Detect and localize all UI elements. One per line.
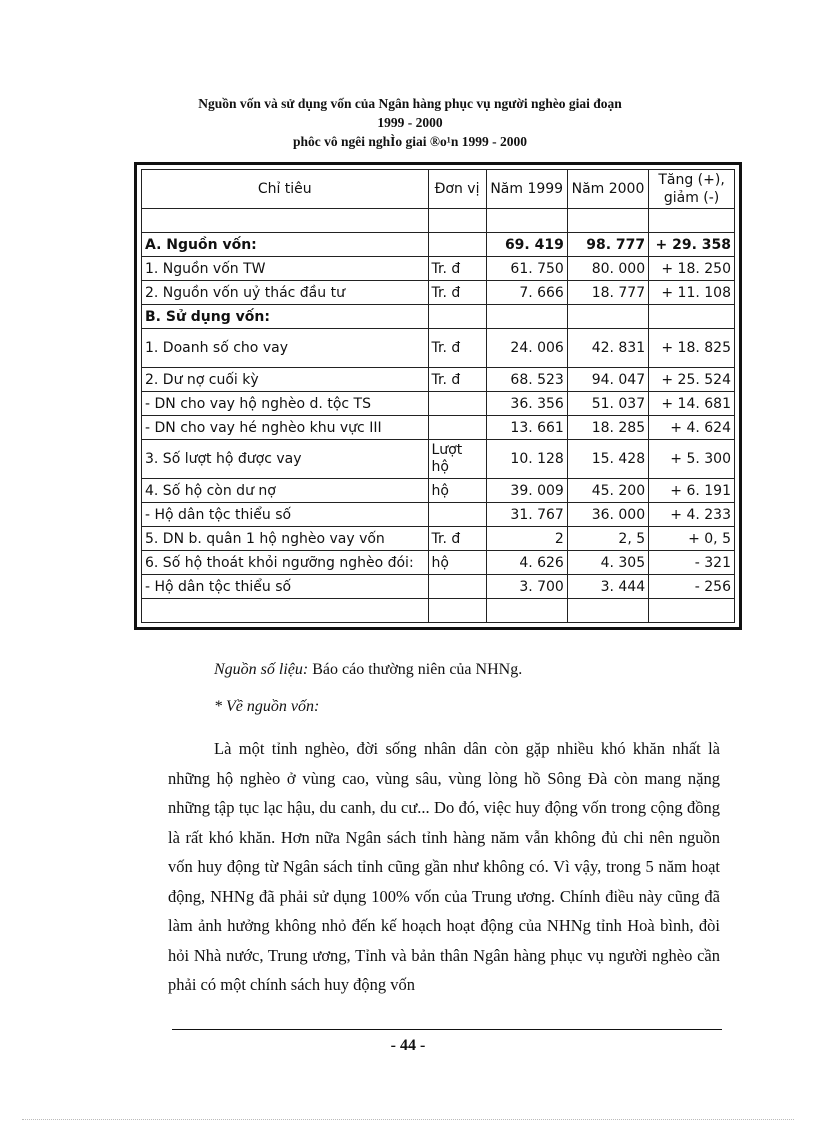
header-cell: Tăng (+), giảm (-) (649, 170, 735, 209)
table-cell: + 6. 191 (649, 479, 735, 503)
table-row (142, 551, 735, 575)
table-cell: + 4. 233 (649, 503, 735, 527)
header-cell: Đơn vị (428, 170, 486, 209)
table-cell: 39. 009 (486, 479, 567, 503)
table-cell: - DN cho vay hé nghèo khu vực III (142, 416, 429, 440)
table-cell: Tr. đ (428, 329, 486, 368)
table-row (142, 392, 735, 416)
table-row (142, 416, 735, 440)
table-row (142, 233, 735, 257)
table-row (142, 281, 735, 305)
table-cell (649, 599, 735, 623)
table-cell: 31. 767 (486, 503, 567, 527)
table-cell (428, 599, 486, 623)
table-cell: + 14. 681 (649, 392, 735, 416)
table-row (142, 575, 735, 599)
table-row (142, 479, 735, 503)
table-cell: 7. 666 (486, 281, 567, 305)
table-cell: 5. DN b. quân 1 hộ nghèo vay vốn (142, 527, 429, 551)
table-cell: 61. 750 (486, 257, 567, 281)
table-cell: 3. 444 (567, 575, 648, 599)
source-text: Báo cáo thường niên của NHNg. (308, 661, 523, 678)
table-cell (567, 305, 648, 329)
table-cell (428, 209, 486, 233)
capital-table (141, 169, 735, 623)
table-cell: 4. 305 (567, 551, 648, 575)
header-row (142, 170, 735, 209)
table-cell: A. Nguồn vốn: (142, 233, 429, 257)
table-cell: + 18. 250 (649, 257, 735, 281)
table-cell (428, 503, 486, 527)
table-cell: - 256 (649, 575, 735, 599)
table-row (142, 599, 735, 623)
table-cell (428, 575, 486, 599)
source-label: Nguồn số liệu: (214, 661, 309, 678)
body-paragraph: Là một tỉnh nghèo, đời sống nhân dân còn gặp nhiều khó khăn nhất là những hộ nghèo ở vùng cao, vùng sâu, vùng lòng hồ Sông Đà còn mang nặng những tập tục lạc hậu, du canh, du cư... Do đó, việc huy động vốn trong cộng đồng là rất khó khăn. Hơn nữa Ngân sách tỉnh hàng năm vẫn không đủ chi nên nguồn vốn huy động từ Ngân sách tỉnh cũng gần như không có. Vì vậy, trong 5 năm hoạt động, NHNg đã phải sử dụng 100% vốn của Trung ương. Chính điều này cũng đã làm ảnh hưởng không nhỏ đến kế hoạch hoạt động của NHNg tỉnh Hoà bình, đòi hỏi Nhà nước, Trung ương, Tỉnh và bản thân Ngân hàng phục vụ người nghèo cần phải có một chính sách huy động vốn (168, 739, 720, 994)
table-cell: 13. 661 (486, 416, 567, 440)
footer-rule (172, 1029, 722, 1030)
table-cell: 6. Số hộ thoát khỏi ngưỡng nghèo đói: (142, 551, 429, 575)
table-cell (486, 305, 567, 329)
table-cell: 4. Số hộ còn dư nợ (142, 479, 429, 503)
page-number: - 44 - (390, 1037, 426, 1054)
table-cell (428, 305, 486, 329)
header-cell: Năm 2000 (567, 170, 648, 209)
table-cell: Lượt hộ (428, 440, 486, 479)
table-cell (567, 209, 648, 233)
table-cell: 18. 285 (567, 416, 648, 440)
section-subheading: * Về nguồn vốn: (214, 698, 320, 715)
table-cell: 98. 777 (567, 233, 648, 257)
table-cell: 36. 000 (567, 503, 648, 527)
table-cell: B. Sử dụng vốn: (142, 305, 429, 329)
table-cell (142, 599, 429, 623)
table-row (142, 527, 735, 551)
title-line-2: 1999 - 2000 (377, 115, 443, 130)
table-cell (142, 209, 429, 233)
table-cell: + 11. 108 (649, 281, 735, 305)
title-line-3: phôc vô ngêi nghÌo giai ®o¹n 1999 - 2000 (293, 134, 527, 149)
table-cell: + 18. 825 (649, 329, 735, 368)
table-cell: - 321 (649, 551, 735, 575)
table-cell (486, 209, 567, 233)
table-cell (428, 392, 486, 416)
table-cell: 10. 128 (486, 440, 567, 479)
table-cell: Tr. đ (428, 368, 486, 392)
table-cell: + 0, 5 (649, 527, 735, 551)
table-cell: 1. Nguồn vốn TW (142, 257, 429, 281)
table-row (142, 368, 735, 392)
table-cell: - Hộ dân tộc thiểu số (142, 503, 429, 527)
table-cell (649, 305, 735, 329)
table-cell: 15. 428 (567, 440, 648, 479)
table-cell: hộ (428, 479, 486, 503)
table-cell (428, 233, 486, 257)
header-cell: Chỉ tiêu (142, 170, 429, 209)
table-frame (134, 162, 742, 630)
table-cell: 24. 006 (486, 329, 567, 368)
table-cell (567, 599, 648, 623)
header-cell: Năm 1999 (486, 170, 567, 209)
table-cell: 2 (486, 527, 567, 551)
table-cell: 42. 831 (567, 329, 648, 368)
table-cell: 69. 419 (486, 233, 567, 257)
table-row (142, 503, 735, 527)
page-edge-dotted-line (22, 1119, 794, 1120)
table-cell: Tr. đ (428, 257, 486, 281)
table-row (142, 209, 735, 233)
title-line-1: Nguồn vốn và sử dụng vốn của Ngân hàng phục vụ người nghèo giai đoạn (198, 96, 622, 111)
table-cell: + 5. 300 (649, 440, 735, 479)
table-cell: 4. 626 (486, 551, 567, 575)
table-cell: hộ (428, 551, 486, 575)
table-cell: Tr. đ (428, 527, 486, 551)
table-cell: 94. 047 (567, 368, 648, 392)
table-cell: + 4. 624 (649, 416, 735, 440)
table-cell: 51. 037 (567, 392, 648, 416)
table-row (142, 329, 735, 368)
table-cell: 3. 700 (486, 575, 567, 599)
table-title (150, 94, 670, 151)
table-cell (486, 599, 567, 623)
table-cell: 80. 000 (567, 257, 648, 281)
table-cell: + 25. 524 (649, 368, 735, 392)
table-cell: + 29. 358 (649, 233, 735, 257)
table-cell: 18. 777 (567, 281, 648, 305)
table-row (142, 305, 735, 329)
table-cell: 2. Nguồn vốn uỷ thác đầu tư (142, 281, 429, 305)
table-cell (428, 416, 486, 440)
table-row (142, 257, 735, 281)
table-cell: 2. Dư nợ cuối kỳ (142, 368, 429, 392)
table-cell (649, 209, 735, 233)
table-cell: 1. Doanh số cho vay (142, 329, 429, 368)
source-note (214, 661, 522, 679)
table-cell: 2, 5 (567, 527, 648, 551)
table-cell: - DN cho vay hộ nghèo d. tộc TS (142, 392, 429, 416)
table-row (142, 440, 735, 479)
table-cell: 3. Số lượt hộ được vay (142, 440, 429, 479)
table-cell: 45. 200 (567, 479, 648, 503)
table-cell: 68. 523 (486, 368, 567, 392)
table-cell: - Hộ dân tộc thiểu số (142, 575, 429, 599)
table-cell: 36. 356 (486, 392, 567, 416)
table-cell: Tr. đ (428, 281, 486, 305)
